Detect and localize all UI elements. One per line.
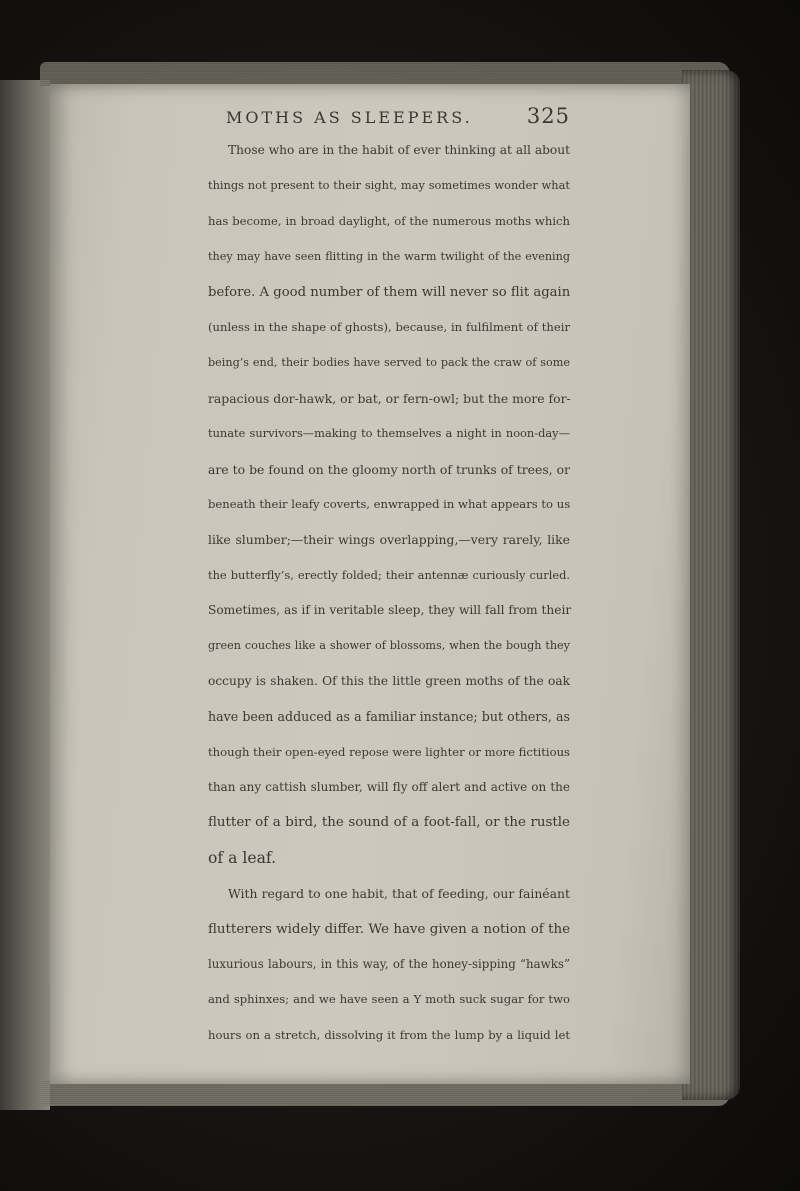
text-line: they may have seen flitting in the warm twilight of the evening: [208, 250, 570, 264]
page-number: 325: [526, 104, 570, 128]
text-line: and sphinxes; and we have seen a Y moth suck sugar for two: [208, 992, 570, 1007]
text-line: the butterfly’s, erectly folded; their antennæ curiously curled.: [208, 567, 570, 582]
body-text: [208, 133, 570, 1053]
text-line: flutter of a bird, the sound of a foot-fall, or the rustle: [208, 815, 570, 831]
text-line: green couches like a shower of blossoms, when the bough they: [208, 639, 570, 653]
running-head: [226, 104, 570, 134]
left-page-edge: [0, 80, 50, 1110]
text-line: though their open-eyed repose were lighter or more fictitious: [208, 744, 570, 759]
text-line: than any cattish slumber, will fly off alert and active on the: [208, 780, 570, 795]
book-top-edge: [40, 62, 730, 86]
text-line: hours on a stretch, dissolving it from the lump by a liquid let: [208, 1027, 570, 1042]
text-line: has become, in broad daylight, of the numerous moths which: [208, 213, 570, 228]
text-line: have been adduced as a familiar instance; but others, as: [208, 709, 570, 725]
text-line: before. A good number of them will never so flit again: [208, 284, 571, 300]
text-line: like slumber;—their wings overlapping,—very rarely, like: [208, 532, 570, 548]
text-line: tunate survivors—making to themselves a night in noon-day—: [208, 426, 570, 441]
text-line: being’s end, their bodies have served to pack the craw of some: [208, 356, 570, 370]
text-line: are to be found on the gloomy north of trunks of trees, or: [208, 461, 570, 477]
text-line: luxurious labours, in this way, of the honey-sipping “hawks”: [208, 956, 570, 971]
running-title: MOTHS AS SLEEPERS.: [226, 108, 473, 127]
text-line: of a leaf.: [208, 848, 277, 867]
text-line: occupy is shaken. Of this the little green moths of the oak: [208, 673, 570, 688]
book-fore-edge: [682, 70, 740, 1100]
text-line: things not present to their sight, may sometimes wonder what: [208, 178, 570, 193]
text-line: (unless in the shape of ghosts), because, in fulfilment of their: [208, 319, 570, 334]
text-line: Those who are in the habit of ever thinking at all about: [228, 143, 570, 157]
text-line: beneath their leafy coverts, enwrapped in what appears to us: [208, 496, 571, 511]
text-line: rapacious dor-hawk, or bat, or fern-owl; but the more for-: [208, 390, 571, 406]
text-line: flutterers widely differ. We have given a notion of the: [208, 921, 570, 937]
text-line: With regard to one habit, that of feeding, our fainéant: [228, 886, 570, 902]
text-line: Sometimes, as if in veritable sleep, they will fall from their: [208, 603, 572, 618]
